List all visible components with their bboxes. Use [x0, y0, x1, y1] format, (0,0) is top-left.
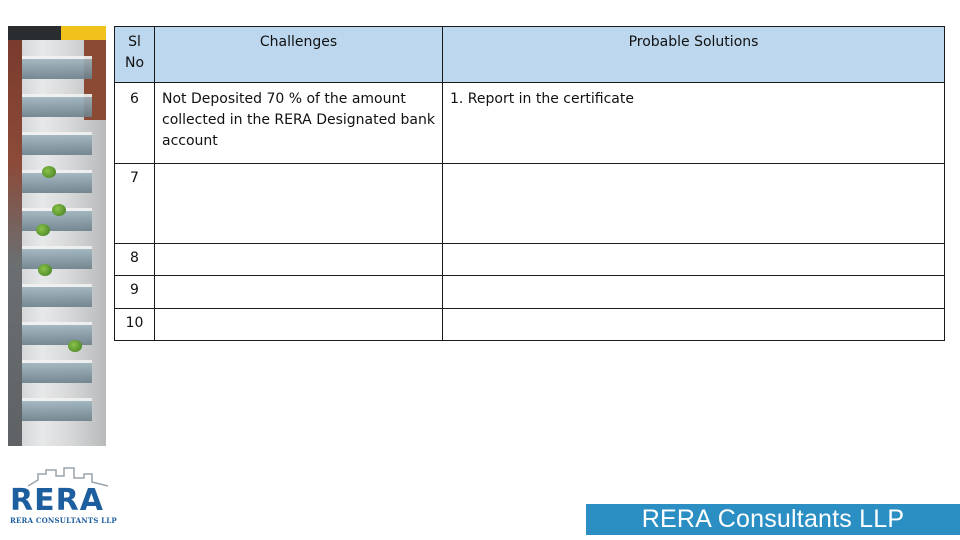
- table-row: [115, 83, 945, 164]
- row-number: 6: [115, 83, 155, 164]
- company-banner: RERA Consultants LLP: [586, 504, 960, 535]
- challenge-cell: [155, 244, 443, 276]
- building-roof: [8, 26, 61, 40]
- row-number: 10: [115, 309, 155, 341]
- header-sl-no: Sl No: [115, 27, 155, 83]
- building-balcony: [22, 398, 92, 421]
- solution-cell: [443, 309, 945, 341]
- logo-word: RERA: [10, 483, 104, 518]
- plant-icon: [38, 264, 52, 276]
- row-number: 8: [115, 244, 155, 276]
- rera-logo: [8, 466, 117, 528]
- building-balcony: [22, 132, 92, 155]
- solution-cell: [443, 276, 945, 309]
- challenges-table: [114, 26, 945, 341]
- building-balcony: [22, 246, 92, 269]
- solution-cell: [443, 244, 945, 276]
- logo-subtitle: RERA CONSULTANTS LLP: [10, 516, 117, 525]
- challenge-cell: [155, 309, 443, 341]
- building-accent: [61, 26, 106, 40]
- building-balcony: [22, 56, 92, 79]
- header-challenges: Challenges: [155, 27, 443, 83]
- solution-cell: [443, 164, 945, 244]
- solution-cell: 1. Report in the certificate: [443, 83, 945, 164]
- challenge-cell: [155, 164, 443, 244]
- plant-icon: [36, 224, 50, 236]
- building-balcony: [22, 322, 92, 345]
- building-balcony: [22, 284, 92, 307]
- challenge-cell: [155, 276, 443, 309]
- row-number: 9: [115, 276, 155, 309]
- header-solutions: Probable Solutions: [443, 27, 945, 83]
- plant-icon: [42, 166, 56, 178]
- building-wall: [8, 40, 22, 446]
- plant-icon: [52, 204, 66, 216]
- row-number: 7: [115, 164, 155, 244]
- table-row: [115, 164, 945, 244]
- building-illustration: [8, 26, 106, 446]
- building-balcony: [22, 94, 92, 117]
- building-balcony: [22, 360, 92, 383]
- building-balcony: [22, 170, 92, 193]
- table-row: [115, 244, 945, 276]
- plant-icon: [68, 340, 82, 352]
- challenge-cell: Not Deposited 70 % of the amount collected in the RERA Designated bank account: [155, 83, 443, 164]
- table-row: [115, 276, 945, 309]
- table-header-row: [115, 27, 945, 83]
- table-row: [115, 309, 945, 341]
